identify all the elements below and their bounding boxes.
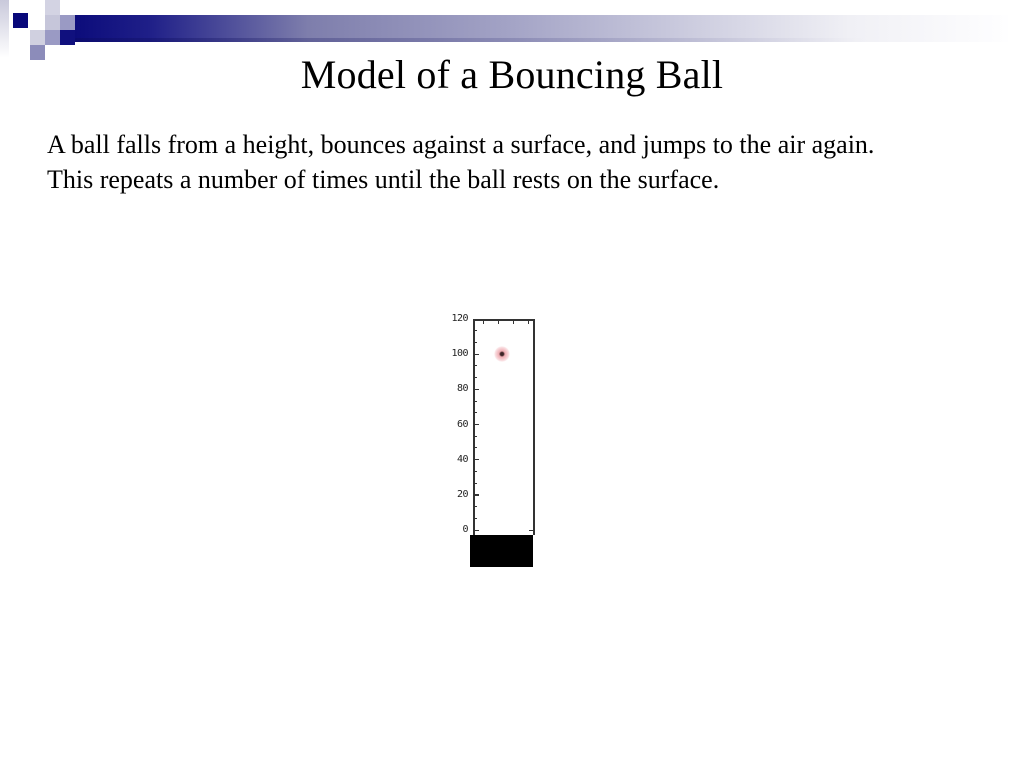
top-tick [498, 320, 499, 324]
y-major-tick [474, 354, 479, 355]
bouncing-ball-plot [440, 310, 545, 576]
y-minor-tick [474, 412, 477, 413]
y-minor-tick [474, 365, 477, 366]
decoration-square [30, 30, 45, 45]
decoration-square [45, 15, 60, 30]
y-minor-tick [474, 436, 477, 437]
top-tick [528, 320, 529, 324]
y-tick-label: 40 [456, 453, 468, 465]
ball [494, 346, 510, 362]
y-axis-line [473, 319, 475, 535]
y-major-tick [474, 530, 479, 531]
y-minor-tick [474, 518, 477, 519]
y-minor-tick [474, 342, 477, 343]
y-tick-label: 20 [456, 488, 468, 500]
y-tick-label: 100 [451, 348, 468, 360]
y-major-tick [474, 494, 479, 495]
decoration-square [60, 15, 75, 30]
y-minor-tick [474, 401, 477, 402]
y-minor-tick [474, 330, 477, 331]
banner-gradient-bar [75, 15, 1008, 42]
y-tick-label: 80 [456, 383, 468, 395]
slide-title: Model of a Bouncing Ball [300, 52, 724, 97]
body-text-block [47, 127, 874, 197]
decoration-strip [0, 0, 9, 58]
y-major-tick [474, 459, 479, 460]
y-tick-label: 60 [456, 418, 468, 430]
body-line-1: A ball falls from a height, bounces against a surface, and jumps to the air again. [47, 130, 875, 159]
y-minor-tick [474, 377, 477, 378]
y-minor-tick [474, 483, 477, 484]
y-minor-tick [474, 471, 477, 472]
top-tick [483, 320, 484, 324]
right-zero-tick [529, 530, 533, 531]
y-major-tick [474, 319, 479, 320]
decoration-square [13, 13, 28, 28]
y-minor-tick [474, 447, 477, 448]
decoration-square [45, 30, 60, 45]
decoration-square [45, 0, 60, 15]
decoration-square [60, 30, 75, 45]
y-major-tick [474, 424, 479, 425]
ground-surface [470, 535, 533, 567]
y-minor-tick [474, 506, 477, 507]
top-tick [513, 320, 514, 324]
y-major-tick [474, 389, 479, 390]
y-tick-label: 0 [462, 524, 468, 535]
y-tick-label: 120 [451, 313, 468, 324]
plot-right-line [533, 319, 535, 535]
body-line-2: This repeats a number of times until the ball rests on the surface. [47, 165, 720, 194]
